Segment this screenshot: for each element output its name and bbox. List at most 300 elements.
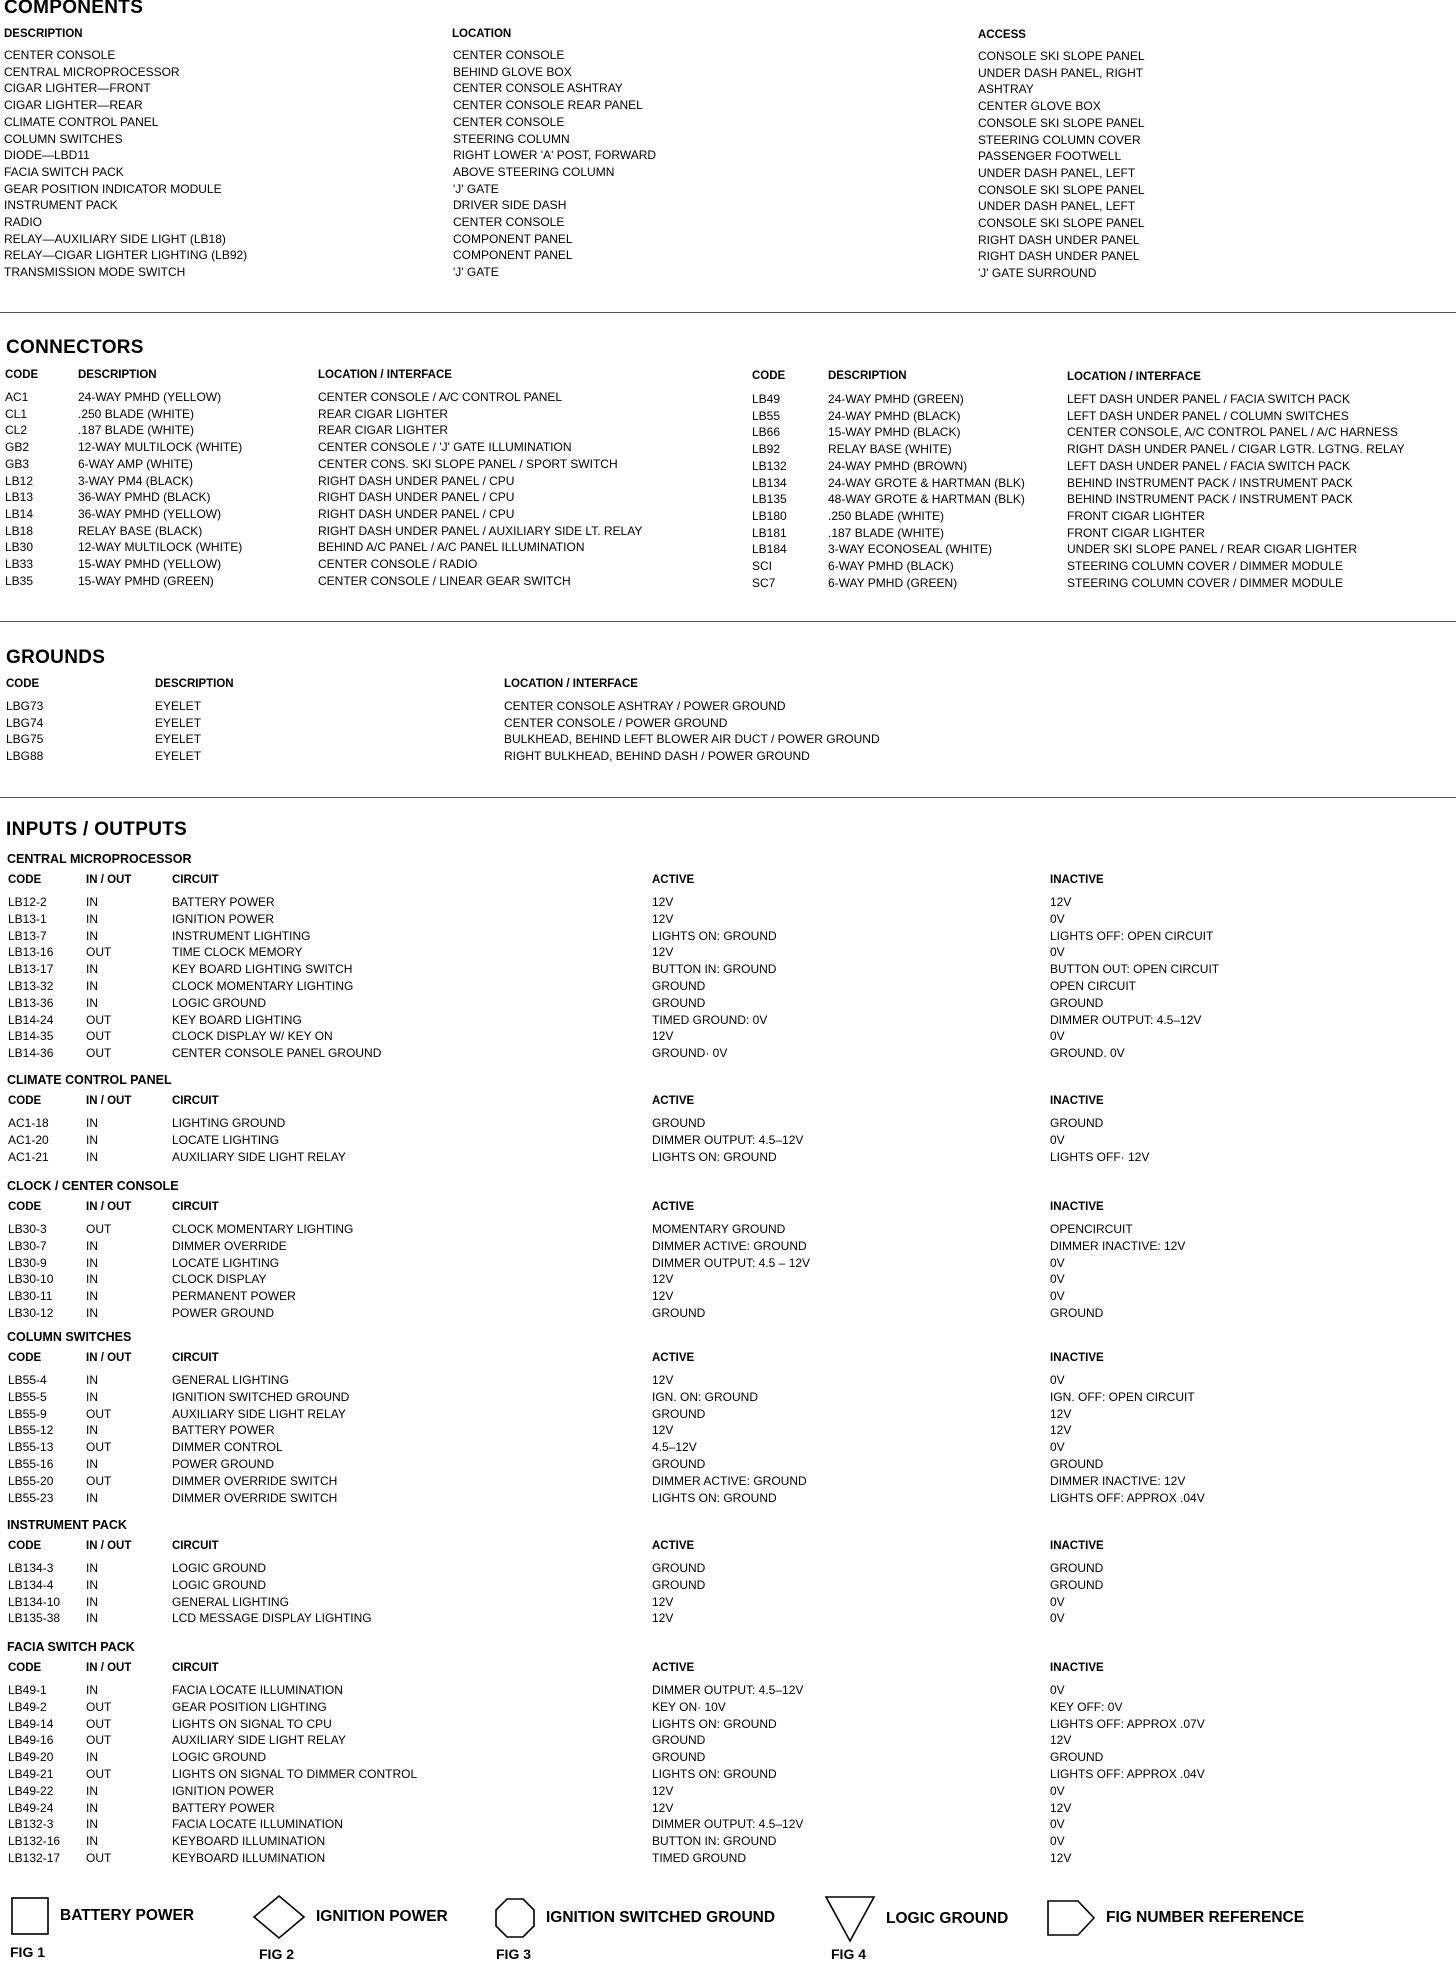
cell: OUT [86, 1699, 112, 1714]
cell: UNDER DASH PANEL, RIGHT [978, 65, 1144, 80]
cell: GROUND [652, 1305, 706, 1320]
cell: DIMMER ACTIVE: GROUND [652, 1238, 807, 1253]
cell: LB135-38 [8, 1611, 61, 1626]
cell: 15-WAY PMHD (BLACK) [828, 425, 961, 440]
io-column [8, 894, 53, 1062]
cell: 'J' GATE SURROUND [978, 266, 1097, 281]
cell: 12V [652, 1800, 674, 1815]
cell: OPENCIRCUIT [1050, 1222, 1133, 1236]
io-header: IN / OUT [86, 874, 132, 886]
cell: IN [86, 1800, 98, 1815]
cell: IN [86, 1149, 98, 1164]
cell: IN [86, 1817, 98, 1832]
io-header: INACTIVE [1050, 1662, 1104, 1674]
fig-3-label: FIG 3 [496, 1946, 532, 1962]
cell: DRIVER SIDE DASH [453, 198, 567, 213]
cell: EYELET [155, 715, 202, 730]
cell: BULKHEAD, BEHIND LEFT BLOWER AIR DUCT / POWER GROUND [504, 732, 880, 747]
io-header: CIRCUIT [172, 874, 219, 886]
connectors-left-description [78, 389, 242, 589]
cell: LB55-13 [8, 1440, 54, 1455]
cell: DIMMER ACTIVE: GROUND [652, 1473, 807, 1488]
cell: LB33 [5, 557, 34, 572]
cell: AUXILIARY SIDE LIGHT RELAY [172, 1733, 346, 1748]
cell: LB66 [752, 425, 781, 440]
cell: LB55-4 [8, 1373, 47, 1387]
cell: LOGIC GROUND [172, 1577, 267, 1592]
cell: LB30-7 [8, 1238, 47, 1253]
io-group-name: CLIMATE CONTROL PANEL [7, 1073, 172, 1087]
cell: LIGHTING GROUND [172, 1116, 286, 1130]
cell: LB180 [752, 508, 787, 523]
cell: KEYBOARD ILLUMINATION [172, 1850, 326, 1865]
cell: CLIMATE CONTROL PANEL [4, 114, 159, 129]
cell: RELAY—AUXILIARY SIDE LIGHT (LB18) [4, 231, 226, 246]
cell: 0V [1050, 1373, 1065, 1387]
cell: BEHIND INSTRUMENT PACK / INSTRUMENT PACK [1067, 475, 1353, 490]
cell: GROUND [652, 1733, 706, 1748]
cell: LB12 [5, 473, 34, 488]
cell: 0V [1050, 1440, 1065, 1455]
io-column [86, 1560, 98, 1627]
cell: LB55 [752, 408, 781, 423]
io-group-name: CLOCK / CENTER CONSOLE [7, 1179, 179, 1193]
cell: IN [86, 1255, 98, 1270]
io-column [8, 1221, 53, 1322]
cell: LEFT DASH UNDER PANEL / FACIA SWITCH PACK [1067, 392, 1350, 406]
cell: LB30-9 [8, 1255, 47, 1270]
cell: LIGHTS OFF: OPEN CIRCUIT [1050, 928, 1214, 943]
io-header: CIRCUIT [172, 1095, 219, 1107]
cell: 12V [652, 945, 674, 960]
cell: 12V [652, 895, 674, 909]
cell: IGN. ON: GROUND [652, 1389, 759, 1404]
cell: GROUND [652, 1577, 706, 1592]
cell: CLOCK DISPLAY W/ KEY ON [172, 1029, 333, 1044]
cell: IN [86, 1490, 98, 1505]
cell: OUT [86, 1029, 112, 1044]
io-header: IN / OUT [86, 1095, 132, 1107]
cell: GROUND [1050, 1456, 1104, 1471]
legend-battery-power [10, 1896, 194, 1936]
cell: LB55-5 [8, 1389, 47, 1404]
legend-ignition-switched-ground [494, 1897, 775, 1939]
io-header: IN / OUT [86, 1201, 132, 1213]
cell: LB13 [5, 490, 34, 505]
cell: OUT [86, 1222, 112, 1236]
cell: IN [86, 1750, 98, 1765]
cell: RADIO [4, 215, 43, 230]
io-column [1050, 1682, 1205, 1867]
cell: 12-WAY MULTILOCK (WHITE) [78, 440, 243, 455]
cell: UNDER DASH PANEL, LEFT [978, 199, 1136, 214]
cell: CONSOLE SKI SLOPE PANEL [978, 49, 1145, 63]
cell: 12V [652, 911, 674, 926]
cell: INSTRUMENT PACK [4, 198, 118, 213]
connectors-right-description [828, 391, 1025, 591]
cell: OUT [86, 1406, 112, 1421]
cell: 3-WAY ECONOSEAL (WHITE) [828, 542, 993, 557]
cell: 0V [1050, 1132, 1065, 1147]
cell: UNDER DASH PANEL, LEFT [978, 165, 1136, 180]
cell: AC1-18 [8, 1116, 49, 1130]
io-header: ACTIVE [652, 1662, 695, 1674]
cell: 36-WAY PMHD (BLACK) [78, 490, 211, 505]
cell: CENTER CONSOLE / LINEAR GEAR SWITCH [318, 573, 571, 588]
io-column [172, 1682, 417, 1867]
cell: CENTER GLOVE BOX [978, 99, 1101, 114]
cell: DIMMER OUTPUT: 4.5 – 12V [652, 1255, 811, 1270]
cell: IN [86, 1423, 98, 1438]
cell: CONSOLE SKI SLOPE PANEL [978, 115, 1145, 130]
cell: IGNITION SWITCHED GROUND [172, 1389, 350, 1404]
io-header: CIRCUIT [172, 1201, 219, 1213]
io-header: INACTIVE [1050, 1095, 1104, 1107]
cell: .250 BLADE (WHITE) [78, 406, 195, 421]
io-column [1050, 1372, 1205, 1506]
cell: IN [86, 1132, 98, 1147]
cell: AUXILIARY SIDE LIGHT RELAY [172, 1406, 346, 1421]
cell: CENTER CONSOLE PANEL GROUND [172, 1046, 382, 1061]
cell: 0V [1050, 1255, 1065, 1270]
cell: KEY BOARD LIGHTING SWITCH [172, 962, 353, 977]
cell: 12V [1050, 1733, 1072, 1748]
cell: OUT [86, 1766, 112, 1781]
io-header: ACTIVE [652, 1352, 695, 1364]
fig-4-label: FIG 4 [831, 1946, 867, 1962]
cell: IN [86, 1389, 98, 1404]
cell: BUTTON IN: GROUND [652, 1834, 777, 1849]
cell: LB13-1 [8, 911, 47, 926]
cell: 6-WAY PMHD (GREEN) [828, 575, 958, 590]
cell: LIGHTS OFF: APPROX .04V [1050, 1490, 1205, 1505]
cell: BATTERY POWER [172, 1423, 275, 1438]
cell: RIGHT BULKHEAD, BEHIND DASH / POWER GROUND [504, 749, 810, 764]
cell: LB49-14 [8, 1716, 54, 1731]
cell: CENTER CONSOLE [4, 48, 116, 62]
cell: 0V [1050, 1611, 1065, 1626]
cell: FACIA LOCATE ILLUMINATION [172, 1817, 343, 1832]
cell: GROUND [652, 1406, 706, 1421]
io-group-name: FACIA SWITCH PACK [7, 1640, 135, 1654]
io-header: ACTIVE [652, 1201, 695, 1213]
cell: 24-WAY PMHD (YELLOW) [78, 390, 222, 404]
cell: TIMED GROUND [652, 1850, 746, 1865]
cell: LB14-24 [8, 1012, 54, 1027]
cell: TIME CLOCK MEMORY [172, 945, 303, 960]
cell: 0V [1050, 1029, 1065, 1044]
io-column [8, 1372, 53, 1506]
io-column [8, 1115, 49, 1165]
grounds-col-description [155, 698, 201, 765]
cell: LB49-22 [8, 1783, 54, 1798]
cell: LCD MESSAGE DISPLAY LIGHTING [172, 1611, 372, 1626]
diamond-icon [252, 1894, 306, 1940]
io-header: INACTIVE [1050, 1201, 1104, 1213]
io-header: CODE [8, 1201, 42, 1213]
cell: .187 BLADE (WHITE) [828, 525, 945, 540]
cell: RIGHT DASH UNDER PANEL [978, 249, 1140, 264]
components-header-location: LOCATION [452, 28, 512, 40]
cell: AC1 [5, 390, 29, 404]
cell: AC1-21 [8, 1149, 49, 1164]
cell: 'J' GATE [453, 265, 499, 280]
cell: CIGAR LIGHTER—FRONT [4, 81, 151, 96]
cell: TRANSMISSION MODE SWITCH [4, 265, 186, 280]
cell: LB30 [5, 540, 34, 555]
cell: 12V [1050, 1423, 1072, 1438]
cell: DIODE—LBD11 [4, 148, 90, 163]
cell: GENERAL LIGHTING [172, 1373, 289, 1387]
cell: LB30-10 [8, 1272, 54, 1287]
cell: EYELET [155, 699, 202, 713]
cell: LB49 [752, 392, 781, 406]
io-header: CIRCUIT [172, 1662, 219, 1674]
grounds-col-code [6, 698, 43, 765]
cell: CENTER CONSOLE [453, 215, 565, 230]
cell: .250 BLADE (WHITE) [828, 508, 945, 523]
cell: LB49-2 [8, 1699, 47, 1714]
cell: MOMENTARY GROUND [652, 1222, 786, 1236]
io-group-name: INSTRUMENT PACK [7, 1518, 127, 1532]
cell: LBG75 [6, 732, 44, 747]
cell: 12V [1050, 1800, 1072, 1815]
cell: LIGHTS ON: GROUND [652, 1716, 777, 1731]
cell: LBG74 [6, 715, 44, 730]
cell: GENERAL LIGHTING [172, 1594, 289, 1609]
cell: GROUND [652, 978, 706, 993]
cell: FRONT CIGAR LIGHTER [1067, 525, 1205, 540]
cell: LB92 [752, 442, 781, 457]
cell: 12V [1050, 1850, 1072, 1865]
square-icon [10, 1896, 50, 1936]
cell: CIGAR LIGHTER—REAR [4, 98, 143, 113]
cell: LB13-17 [8, 962, 54, 977]
cell: GEAR POSITION LIGHTING [172, 1699, 327, 1714]
cell: BATTERY POWER [172, 895, 275, 909]
io-column [652, 894, 777, 1062]
cell: IN [86, 962, 98, 977]
cell: PASSENGER FOOTWELL [978, 149, 1122, 164]
cell: GROUND [652, 1456, 706, 1471]
cell: LB13-16 [8, 945, 54, 960]
cell: REAR CIGAR LIGHTER [318, 423, 449, 438]
cell: LIGHTS ON: GROUND [652, 1149, 777, 1164]
io-column [1050, 1115, 1149, 1165]
cell: IN [86, 1373, 98, 1387]
cell: KEY ON· 10V [652, 1699, 726, 1714]
io-column [172, 1115, 346, 1165]
cell: LB49-24 [8, 1800, 54, 1815]
cell: 12V [1050, 895, 1072, 909]
grounds-header-location: LOCATION / INTERFACE [504, 678, 638, 690]
cell: LB49-21 [8, 1766, 54, 1781]
cell: IN [86, 1561, 98, 1575]
cell: LB30-12 [8, 1305, 54, 1320]
legend-fig-number-reference [1046, 1899, 1304, 1937]
cell: CONSOLE SKI SLOPE PANEL [978, 216, 1145, 231]
cell: OUT [86, 1716, 112, 1731]
cell: LB134-10 [8, 1594, 61, 1609]
cell: LIGHTS OFF: APPROX .04V [1050, 1766, 1205, 1781]
cell: LB135 [752, 492, 787, 507]
cell: CENTER CONS. SKI SLOPE PANEL / SPORT SWITCH [318, 456, 618, 471]
cell: 0V [1050, 1683, 1065, 1697]
cell: 0V [1050, 1817, 1065, 1832]
cell: 12V [652, 1272, 674, 1287]
io-column [8, 1560, 60, 1627]
cell: LOGIC GROUND [172, 1561, 267, 1575]
cell: COLUMN SWITCHES [4, 131, 123, 146]
io-header: ACTIVE [652, 1095, 695, 1107]
io-header: IN / OUT [86, 1352, 132, 1364]
cell: 6-WAY PMHD (BLACK) [828, 559, 954, 574]
io-header: INACTIVE [1050, 1352, 1104, 1364]
cell: DIMMER OVERRIDE [172, 1238, 287, 1253]
cell: OUT [86, 1440, 112, 1455]
cell: 12V [652, 1289, 674, 1304]
cell: CENTER CONSOLE / A/C CONTROL PANEL [318, 390, 563, 404]
io-column [1050, 1560, 1103, 1627]
cell: LB181 [752, 525, 787, 540]
cell: GEAR POSITION INDICATOR MODULE [4, 181, 222, 196]
io-column [652, 1560, 705, 1627]
cell: SCI [752, 559, 773, 574]
cell: DIMMER INACTIVE: 12V [1050, 1238, 1186, 1253]
divider [0, 797, 1456, 798]
cell: LIGHTS ON SIGNAL TO DIMMER CONTROL [172, 1766, 418, 1781]
cell: LB55-12 [8, 1423, 54, 1438]
cell: RIGHT DASH UNDER PANEL / CIGAR LGTR. LGTNG. RELAY [1067, 442, 1405, 457]
cell: OPEN CIRCUIT [1050, 978, 1137, 993]
cell: GROUND [1050, 1750, 1104, 1765]
cell: IGNITION POWER [172, 1783, 274, 1798]
cell: ABOVE STEERING COLUMN [453, 164, 615, 179]
cell: STEERING COLUMN COVER / DIMMER MODULE [1067, 575, 1344, 590]
cell: OUT [86, 1473, 112, 1488]
cell: CENTER CONSOLE REAR PANEL [453, 98, 643, 113]
cell: GROUND [1050, 995, 1104, 1010]
cell: DIMMER OUTPUT: 4.5–12V [652, 1683, 804, 1697]
io-header: IN / OUT [86, 1540, 132, 1552]
cell: IGN. OFF: OPEN CIRCUIT [1050, 1389, 1195, 1404]
grounds-col-location [504, 698, 880, 765]
cell: RIGHT DASH UNDER PANEL / CPU [318, 506, 515, 521]
cell: CENTER CONSOLE [453, 114, 565, 129]
cell: 12V [652, 1423, 674, 1438]
connectors-left-location [318, 389, 642, 589]
cell: STEERING COLUMN COVER / DIMMER MODULE [1067, 559, 1344, 574]
io-header: IN / OUT [86, 1662, 132, 1674]
cell: LOGIC GROUND [172, 1750, 267, 1765]
cell: DIMMER OUTPUT: 4.5–12V [652, 1817, 804, 1832]
cell: RELAY—CIGAR LIGHTER LIGHTING (LB92) [4, 248, 248, 263]
cell: LB12-2 [8, 895, 47, 909]
cell: 24-WAY PMHD (GREEN) [828, 392, 964, 406]
cell: OUT [86, 1850, 112, 1865]
cell: DIMMER OVERRIDE SWITCH [172, 1473, 338, 1488]
legend-label: FIG NUMBER REFERENCE [1106, 1909, 1305, 1926]
cell: AC1-20 [8, 1132, 49, 1147]
io-column [1050, 894, 1219, 1062]
cell: GROUND [652, 1561, 706, 1575]
cell: LB184 [752, 542, 787, 557]
cell: 12V [652, 1611, 674, 1626]
cell: LB55-9 [8, 1406, 47, 1421]
cell: LB35 [5, 573, 34, 588]
cell: AUXILIARY SIDE LIGHT RELAY [172, 1149, 346, 1164]
cell: RIGHT DASH UNDER PANEL [978, 232, 1140, 247]
connectors-right-code [752, 391, 787, 591]
triangle-icon [824, 1895, 876, 1943]
io-header: CIRCUIT [172, 1540, 219, 1552]
cell: IN [86, 1456, 98, 1471]
cell: BEHIND GLOVE BOX [453, 64, 572, 79]
cell: INSTRUMENT LIGHTING [172, 928, 311, 943]
divider [0, 621, 1456, 622]
connectors-header-description-right: DESCRIPTION [828, 370, 907, 382]
io-column [652, 1221, 810, 1322]
cell: IN [86, 1289, 98, 1304]
cell: LB49-20 [8, 1750, 54, 1765]
cell: IN [86, 1783, 98, 1798]
cell: IN [86, 995, 98, 1010]
cell: IN [86, 1683, 98, 1697]
cell: RIGHT DASH UNDER PANEL / CPU [318, 490, 515, 505]
io-header: CIRCUIT [172, 1352, 219, 1364]
cell: CL2 [5, 423, 28, 438]
cell: LEFT DASH UNDER PANEL / FACIA SWITCH PACK [1067, 458, 1350, 473]
cell: BUTTON OUT: OPEN CIRCUIT [1050, 962, 1220, 977]
io-group-name: CENTRAL MICROPROCESSOR [7, 852, 192, 866]
cell: GROUND [1050, 1561, 1104, 1575]
cell: 24-WAY GROTE & HARTMAN (BLK) [828, 475, 1025, 490]
cell: LB134-3 [8, 1561, 54, 1575]
cell: LB132-17 [8, 1850, 61, 1865]
cell: KEYBOARD ILLUMINATION [172, 1834, 326, 1849]
cell: LB13-7 [8, 928, 47, 943]
cell: IGNITION POWER [172, 911, 274, 926]
io-header: CODE [8, 1095, 42, 1107]
cell: GROUND [1050, 1577, 1104, 1592]
cell: RIGHT DASH UNDER PANEL / AUXILIARY SIDE LT. RELAY [318, 523, 643, 538]
cell: LB134 [752, 475, 787, 490]
cell: LBG88 [6, 749, 44, 764]
cell: 12V [652, 1373, 674, 1387]
cell: STEERING COLUMN COVER [978, 132, 1141, 147]
connectors-header-description: DESCRIPTION [78, 369, 157, 381]
legend-label: BATTERY POWER [60, 1907, 195, 1924]
cell: LB132 [752, 458, 787, 473]
cell: IN [86, 1577, 98, 1592]
io-header: CODE [8, 1352, 42, 1364]
cell: 24-WAY PMHD (BROWN) [828, 458, 968, 473]
cell: 48-WAY GROTE & HARTMAN (BLK) [828, 492, 1025, 507]
cell: GROUND [1050, 1116, 1104, 1130]
cell: IN [86, 1238, 98, 1253]
io-header: ACTIVE [652, 874, 695, 886]
io-column [86, 1682, 111, 1867]
cell: LB30-11 [8, 1289, 53, 1304]
cell: LB55-16 [8, 1456, 54, 1471]
legend-logic-ground [824, 1895, 1008, 1943]
cell: 0V [1050, 1289, 1065, 1304]
cell: OUT [86, 1733, 112, 1748]
cell: PERMANENT POWER [172, 1289, 296, 1304]
cell: LB30-3 [8, 1222, 47, 1236]
cell: 12V [652, 1594, 674, 1609]
io-column [172, 1372, 349, 1506]
